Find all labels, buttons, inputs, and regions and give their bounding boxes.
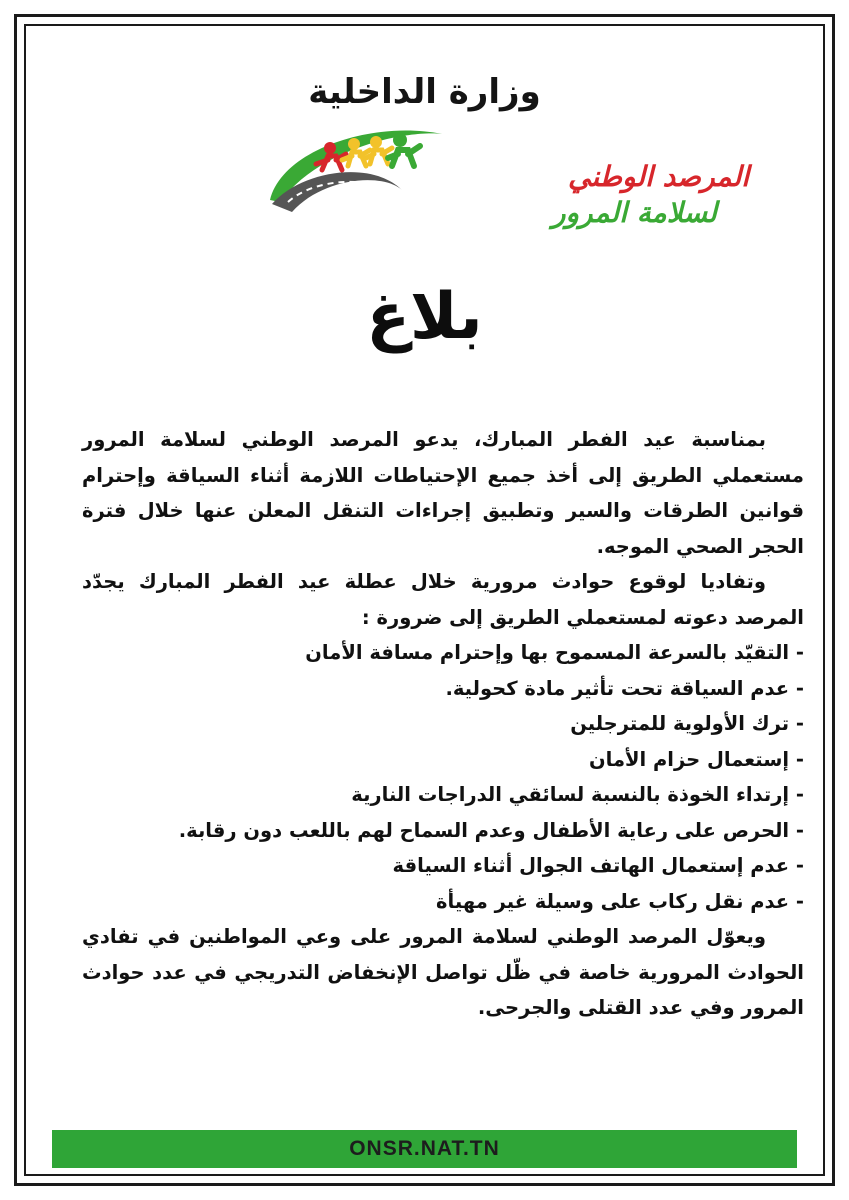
logo-line2: لسلامة المرور [552, 196, 717, 229]
ministry-heading: وزارة الداخلية [308, 72, 541, 112]
footer-bar [52, 1130, 797, 1168]
list-item: - إرتداء الخوذة بالنسبة لسائقي الدراجات النارية [351, 783, 804, 806]
list-item: - التقيّد بالسرعة المسموح بها وإحترام مسافة الأمان [305, 641, 804, 664]
paragraph-closing: ويعوّل المرصد الوطني لسلامة المرور على وعي المواطنين في تفادي الحوادث المرورية خاصة في ظّل تواصل الإنخفاض التدريجي في عدد حوادث المرور وفي عدد القتلى والجرحى. [82, 925, 804, 1019]
list-item: - الحرص على رعاية الأطفال وعدم السماح لهم باللعب دون رقابة. [178, 818, 804, 842]
list-item: - عدم السياقة تحت تأثير مادة كحولية. [445, 676, 804, 700]
logo-line1: المرصد الوطني [568, 160, 750, 193]
paragraph-call: وتفاديا لوقوع حوادث مرورية خلال عطلة عيد الفطر المبارك يجدّد المرصد دعوته لمستعملي الطريق إلى ضرورة : [82, 570, 804, 629]
safety-list [82, 635, 804, 919]
footer-url[interactable]: ONSR.NAT.TN [349, 1137, 500, 1160]
list-item: - عدم نقل ركاب على وسيلة غير مهيأة [436, 889, 804, 913]
list-item: - عدم إستعمال الهاتف الجوال أثناء السياقة [392, 854, 804, 877]
paragraph-intro: بمناسبة عيد الفطر المبارك، يدعو المرصد الوطني لسلامة المرور مستعملي الطريق إلى أخذ جميع الإحتياطات اللازمة أثناء السياقة وإحترام قوانين الطرقات والسير وتطبيق إجراءات التنقل المعلن عنها خلال فترة الحجر الصحي الموجه. [82, 428, 804, 558]
list-item: - ترك الأولوية للمترجلين [570, 712, 804, 735]
announcement-body [82, 422, 804, 1026]
list-item: - إستعمال حزام الأمان [588, 747, 804, 771]
onsr-logo [262, 120, 750, 235]
announcement-title: بلاغ [366, 280, 483, 354]
